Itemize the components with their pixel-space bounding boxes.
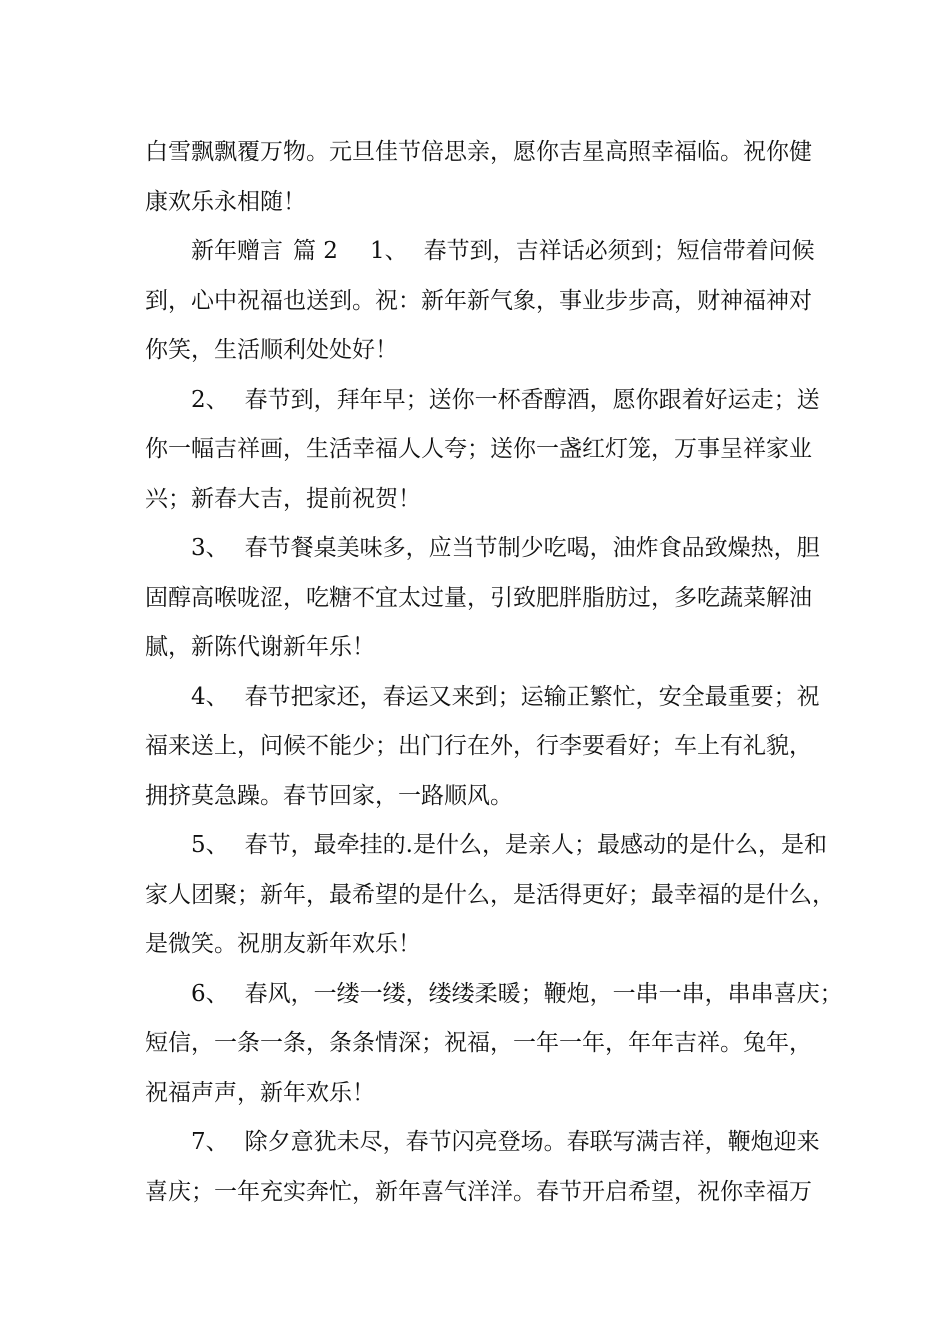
text-line: 福来送上，问候不能少；出门行在外，行李要看好；车上有礼貌，	[145, 733, 812, 759]
item-6-paragraph	[145, 970, 843, 1119]
text-line: 兴；新春大吉，提前祝贺！	[145, 485, 421, 512]
item-number: 4、	[191, 683, 229, 710]
item-5-paragraph	[145, 821, 835, 970]
text-line: 春风，一缕一缕，缕缕柔暖；鞭炮，一串一串，串串喜庆；	[244, 980, 843, 1007]
text-line: 家人团聚；新年，最希望的是什么，是活得更好；最幸福的是什么，	[145, 881, 835, 908]
item-first-line	[145, 821, 827, 871]
item-number: 3、	[191, 535, 229, 561]
item-number: 7、	[191, 1129, 229, 1155]
text-line: 春节，最牵挂的.是什么，是亲人；最感动的是什么，是和	[244, 832, 827, 858]
item-3-paragraph	[145, 524, 820, 673]
item-first-line	[145, 673, 820, 723]
text-line: 到，心中祝福也送到。祝：新年新气象，事业步步高，财神福神对	[145, 287, 812, 314]
item-7-paragraph	[145, 1118, 820, 1217]
item-first-line	[145, 970, 843, 1020]
text-line: 拥挤莫急躁。春节回家，一路顺风。	[145, 782, 513, 809]
item-first-line	[145, 1118, 820, 1168]
text-line: 祝福声声，新年欢乐！	[145, 1079, 375, 1106]
intro-paragraph	[145, 128, 815, 227]
text-line: 喜庆；一年充实奔忙，新年喜气洋洋。春节开启希望，祝你幸福万	[145, 1178, 812, 1205]
section-part: 篇 2	[293, 238, 338, 264]
item-first-line	[145, 524, 820, 574]
item-number: 6、	[191, 980, 229, 1007]
section-heading-line	[145, 227, 815, 277]
item-2-paragraph	[145, 376, 820, 525]
text-line: 春节把家还，春运又来到；运输正繁忙，安全最重要；祝	[244, 683, 820, 710]
item-number: 2、	[191, 386, 229, 413]
text-line: 春节餐桌美味多，应当节制少吃喝，油炸食品致燥热，胆	[244, 535, 820, 561]
text-line: 短信，一条一条，条条情深；祝福，一年一年，年年吉祥。兔年，	[145, 1030, 812, 1056]
text-line: 康欢乐永相随！	[145, 188, 306, 215]
section-heading: 新年赠言	[191, 238, 283, 264]
text-line: 春节到，拜年早；送你一杯香醇酒，愿你跟着好运走；送	[244, 386, 820, 413]
item-number: 5、	[191, 832, 229, 858]
text-line: 白雪飘飘覆万物。元旦佳节倍思亲，愿你吉星高照幸福临。祝你健	[145, 139, 812, 165]
item-first-line	[145, 376, 820, 426]
item-number: 1、	[369, 238, 408, 264]
text-line: 除夕意犹未尽，春节闪亮登场。春联写满吉祥，鞭炮迎来	[244, 1129, 820, 1155]
text-line: 固醇高喉咙涩，吃糖不宜太过量，引致肥胖脂肪过，多吃蔬菜解油	[145, 584, 812, 611]
document-body	[145, 128, 843, 1217]
text-line: 你一幅吉祥画，生活幸福人人夸；送你一盏红灯笼，万事呈祥家业	[145, 436, 812, 462]
text-line: 春节到，吉祥话必须到；短信带着问候	[423, 238, 815, 264]
text-line: 是微笑。祝朋友新年欢乐！	[145, 931, 421, 957]
item-1-paragraph	[145, 227, 815, 376]
text-line: 腻，新陈代谢新年乐！	[145, 634, 375, 660]
text-line: 你笑，生活顺利处处好！	[145, 337, 398, 363]
item-4-paragraph	[145, 673, 820, 822]
